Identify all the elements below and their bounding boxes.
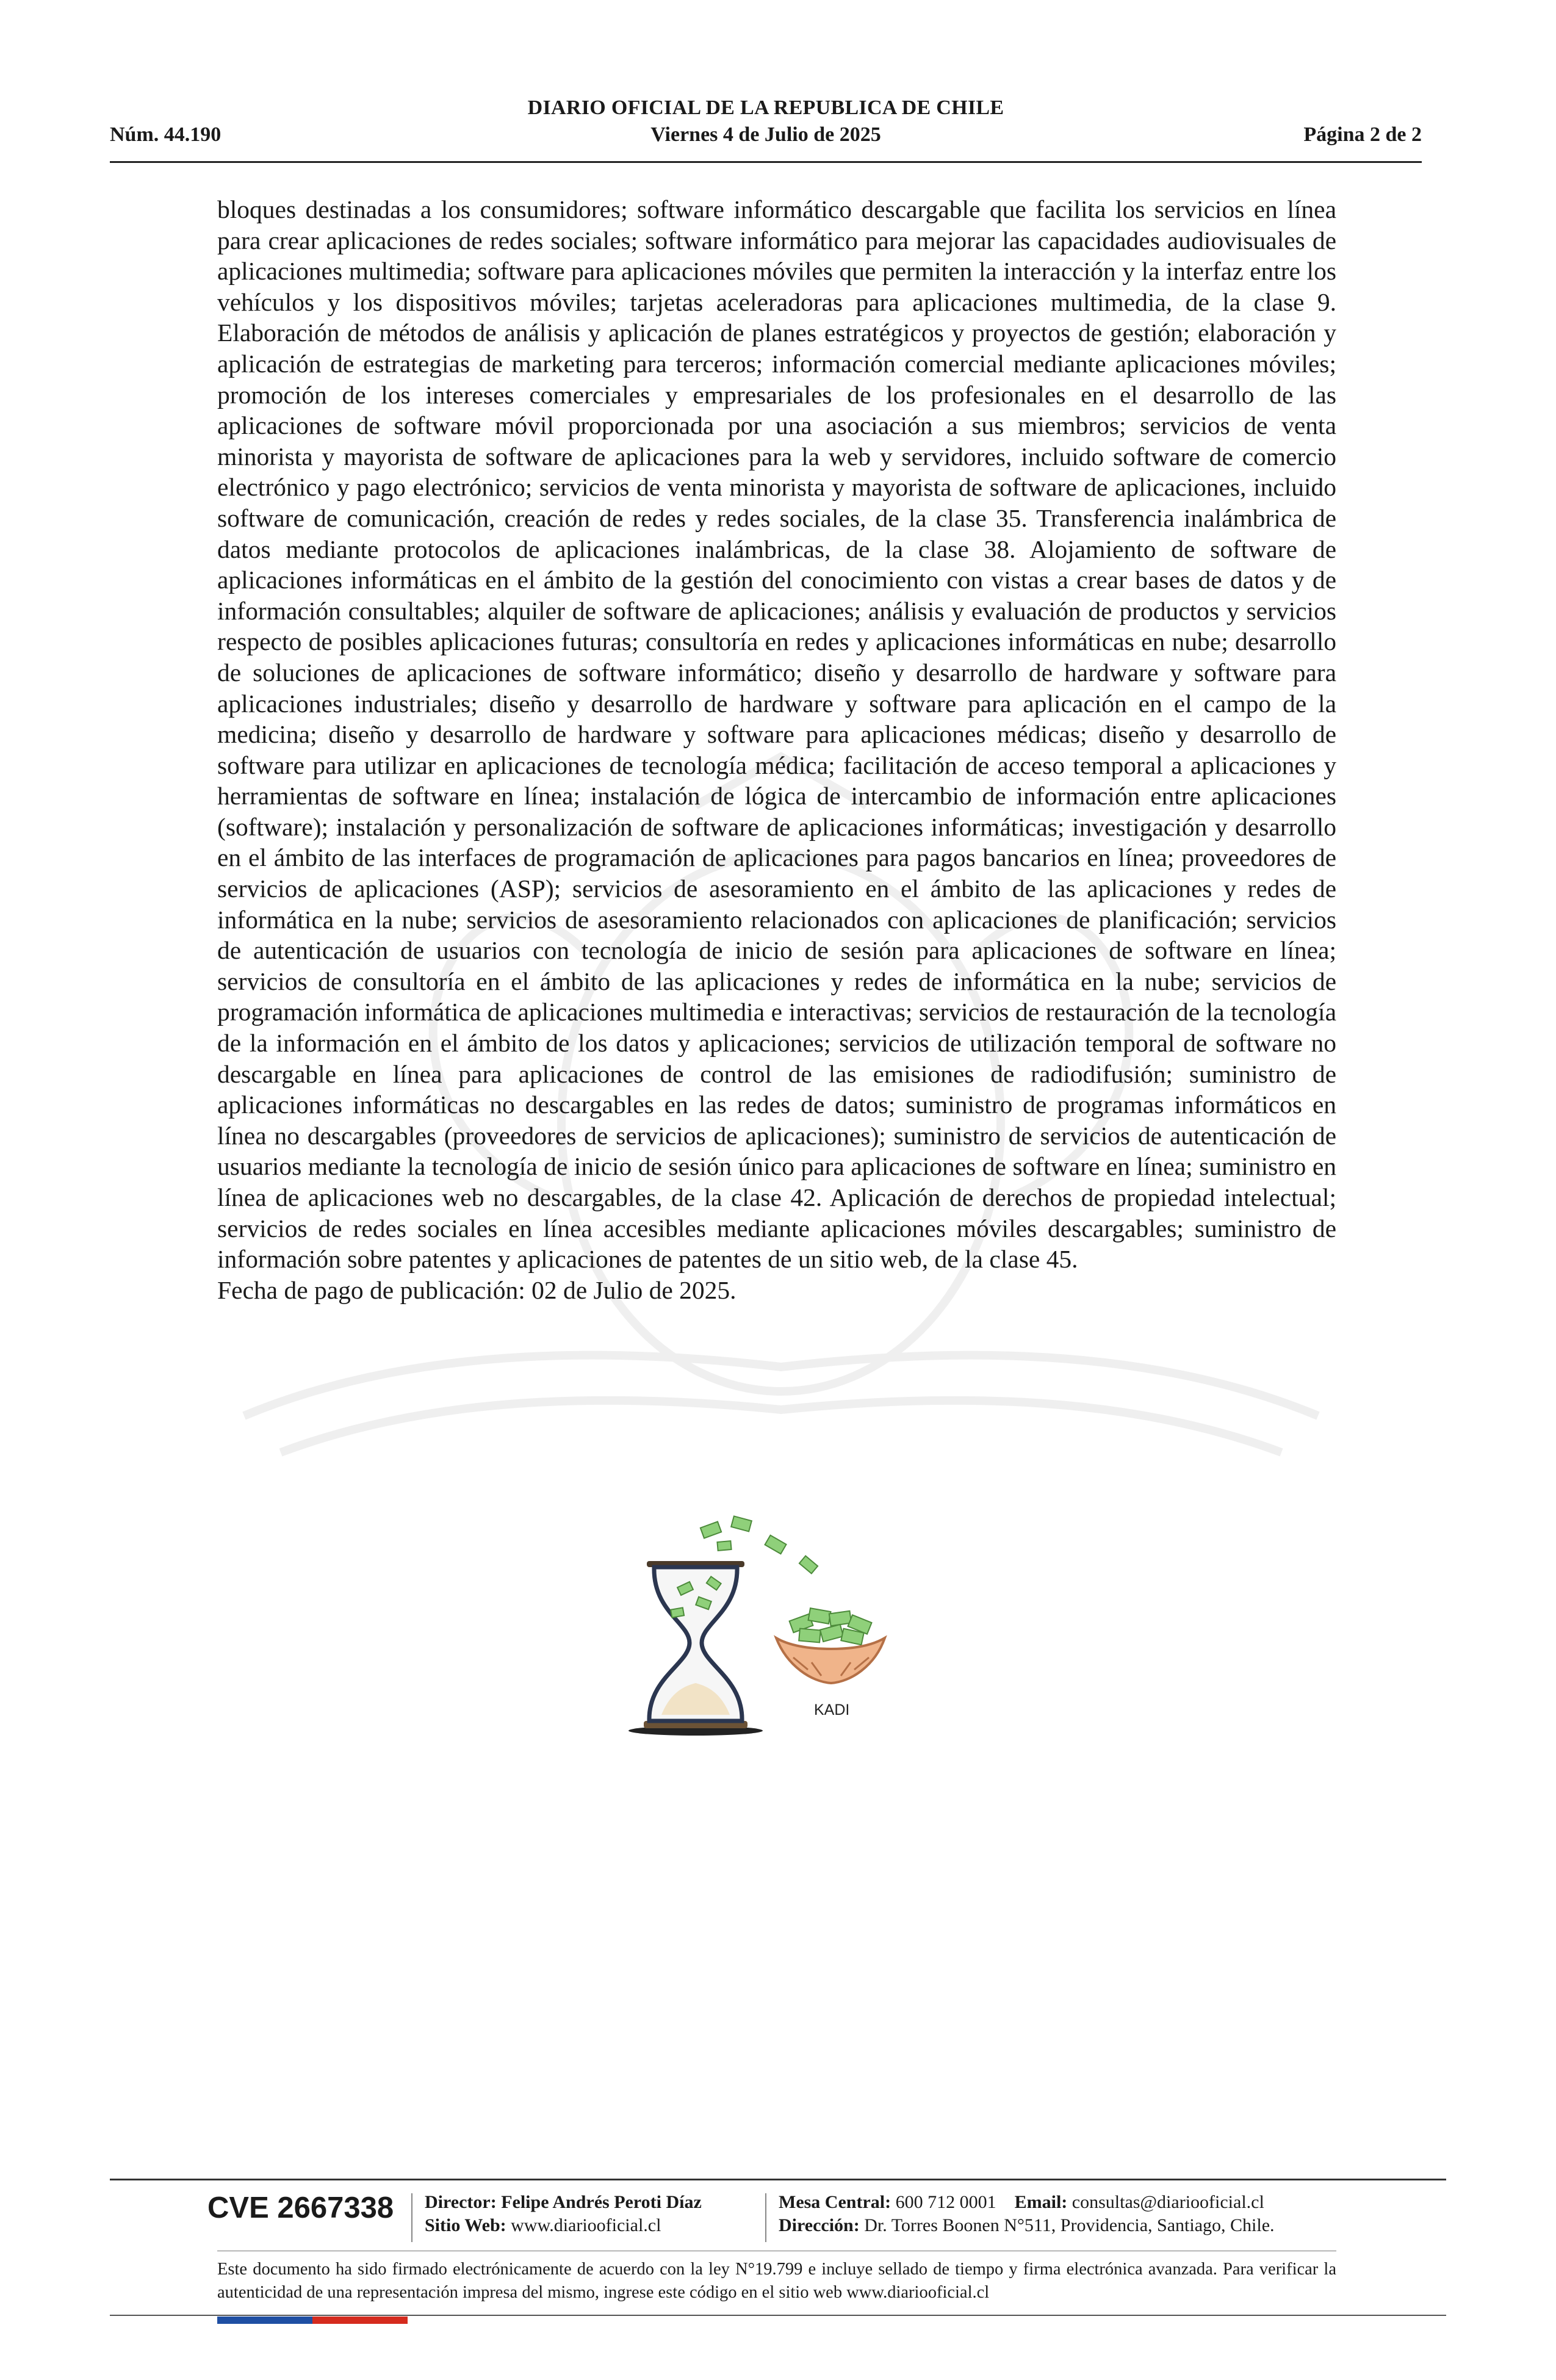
cve-code: CVE 2667338 xyxy=(207,2191,394,2224)
hourglass-money-illustration xyxy=(610,1507,952,1745)
illustration-caption: KADI xyxy=(814,1701,850,1718)
email-link[interactable]: consultas@diariooficial.cl xyxy=(1072,2192,1264,2212)
web-link[interactable]: www.diariooficial.cl xyxy=(511,2215,661,2235)
director-label: Director: xyxy=(425,2192,497,2212)
footer-contact-block xyxy=(779,2191,1275,2237)
money-pile xyxy=(790,1608,872,1645)
footer-top-rule xyxy=(110,2179,1446,2180)
footer-bottom-rule xyxy=(110,2315,1446,2316)
web-label: Sitio Web: xyxy=(425,2215,506,2235)
direccion-label: Dirección: xyxy=(779,2215,860,2235)
issue-date: Viernes 4 de Julio de 2025 xyxy=(650,123,881,146)
payment-date: Fecha de pago de publicación: 02 de Julio de 2025. xyxy=(217,1275,737,1304)
flag-blue-segment xyxy=(217,2317,312,2324)
chile-flag-stripe xyxy=(217,2317,408,2324)
footer-separator xyxy=(765,2193,766,2242)
email-label: Email: xyxy=(1014,2192,1068,2212)
newspaper-title: DIARIO OFICIAL DE LA REPUBLICA DE CHILE xyxy=(527,96,1004,119)
footer-separator xyxy=(411,2193,412,2242)
legal-notice: Este documento ha sido firmado electrónicamente de acuerdo con la ley N°19.799 e incluye sellado de tiempo y firma electrónica avanzada. Para verificar la autenticidad de una representación impresa del mismo, ingrese este código en el sitio web www.diariooficial.cl xyxy=(217,2260,1336,2302)
mesa-phone: 600 712 0001 xyxy=(895,2192,996,2212)
issue-number: Núm. 44.190 xyxy=(110,123,222,146)
director-name: Felipe Andrés Peroti Díaz xyxy=(501,2192,702,2212)
footer-director-block xyxy=(425,2191,702,2237)
cupped-hands xyxy=(776,1638,885,1683)
direccion-value: Dr. Torres Boonen N°511, Providencia, Santiago, Chile. xyxy=(864,2215,1275,2235)
mesa-label: Mesa Central: xyxy=(779,2192,891,2212)
page-header xyxy=(110,93,1422,163)
publication-text: bloques destinadas a los consumidores; software informático descargable que facilita los servicios en línea para crear aplicaciones de redes sociales; software informático para mejorar las capacidades audiovisuales de aplicaciones multimedia; software para aplicaciones móviles que permiten la interacción y la interfaz entre los vehículos y los dispositivos móviles; tarjetas aceleradoras para aplicaciones multimedia, de la clase 9. Elaboración de métodos de análisis y aplicación de planes estratégicos y proyectos de gestión; elaboración y aplicación de estrategias de marketing para terceros; información comercial mediante aplicaciones móviles; promoción de los intereses comerciales y empresariales de los profesionales en el desarrollo de las aplicaciones de software móvil proporcionada por una asociación a sus miembros; servicios de venta minorista y mayorista de software de aplicaciones para la web y servidores, incluido software de comercio electrónico y pago electrónico; servicios de venta minorista y mayorista de software de aplicaciones, incluido software de comunicación, creación de redes y redes sociales, de la clase 35. Transferencia inalámbrica de datos mediante protocolos de aplicaciones inalámbricas, de la clase 38. Alojamiento de software de aplicaciones informáticas en el ámbito de la gestión del conocimiento con vistas a crear bases de datos y de información consultables; alquiler de software de aplicaciones; análisis y evaluación de productos y servicios respecto de posibles aplicaciones futuras; consultoría en redes y aplicaciones informáticas en nube; desarrollo de soluciones de aplicaciones de software informático; diseño y desarrollo de hardware y software para aplicaciones industriales; diseño y desarrollo de hardware y software para aplicación en el campo de la medicina; diseño y desarrollo de hardware y software para aplicaciones médicas; diseño y desarrollo de software para utilizar en aplicaciones de tecnología médica; facilitación de acceso temporal a aplicaciones y herramientas de software en línea; instalación de lógica de intercambio de información entre aplicaciones (software); instalación y personalización de software de aplicaciones informáticas; investigación y desarrollo en el ámbito de las interfaces de programación de aplicaciones para pagos bancarios en línea; proveedores de servicios de aplicaciones (ASP); servicios de asesoramiento en el ámbito de las aplicaciones y redes de informática en la nube; servicios de asesoramiento relacionados con aplicaciones de planificación; servicios de autenticación de usuarios con tecnología de inicio de sesión para aplicaciones de software en línea; servicios de consultoría en el ámbito de las aplicaciones y redes de informática en la nube; servicios de programación informática de aplicaciones multimedia e interactivas; servicios de restauración de la tecnología de la información en el ámbito de los datos y aplicaciones; servicios de utilización temporal de software no descargable en línea para aplicaciones de control de las emisiones de radiodifusión; suministro de aplicaciones informáticas no descargables en las redes de datos; suministro de programas informáticos en línea no descargables (proveedores de servicios de aplicaciones); suministro de servicios de autenticación de usuarios mediante la tecnología de inicio de sesión único para aplicaciones de software en línea; suministro en línea de aplicaciones web no descargables, de la clase 42. Aplicación de derechos de propiedad intelectual; servicios de redes sociales en línea accesibles mediante aplicaciones móviles descargables; suministro de información sobre patentes y aplicaciones de patentes de un sitio web, de la clase 45. xyxy=(217,195,1336,1274)
flag-red-segment xyxy=(312,2317,408,2324)
page-indicator: Página 2 de 2 xyxy=(1303,123,1422,146)
publication-body xyxy=(217,194,1336,1305)
